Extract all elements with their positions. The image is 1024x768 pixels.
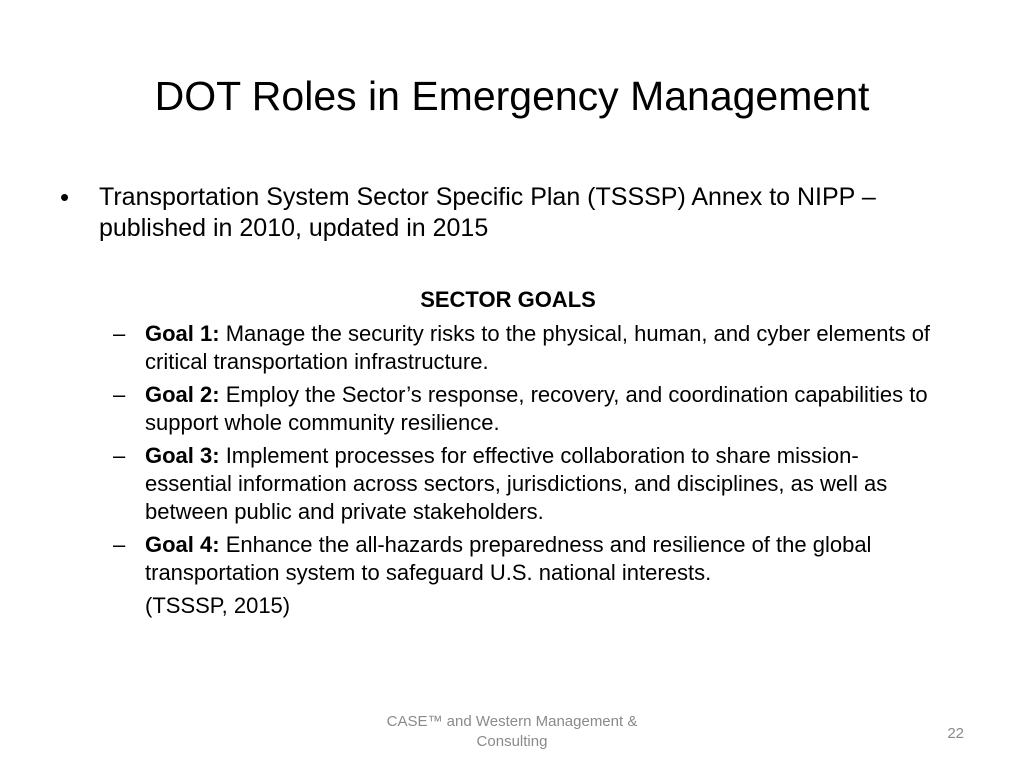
goal-label: Goal 2: — [145, 382, 220, 407]
goal-dash: – — [113, 321, 126, 346]
goal-text: Enhance the all-hazards preparedness and resilience of the global transportation system to safeguard U.S. national interests. — [145, 532, 872, 585]
goal-text: Employ the Sector’s response, recovery, and coordination capabilities to support whole community resilience. — [145, 382, 928, 435]
goal-text: Implement processes for effective collaboration to share mission-essential information across sectors, jurisdictions, and disciplines, as well as between public and private stakeholders. — [145, 443, 888, 524]
goal-list — [113, 320, 943, 620]
goal-item-1 — [113, 320, 943, 376]
goal-label: Goal 3: — [145, 443, 220, 468]
goal-dash: – — [113, 532, 126, 557]
bullet-dot: • — [60, 182, 70, 212]
goal-item-3 — [113, 442, 943, 526]
page-number: 22 — [947, 725, 964, 742]
goal-item-4 — [113, 531, 943, 587]
goal-dash: – — [113, 382, 126, 407]
main-bullet — [60, 182, 960, 244]
goal-dash: – — [113, 443, 126, 468]
sector-goals-heading: SECTOR GOALS — [420, 287, 596, 312]
footer-text: CASE™ and Western Management & Consulting — [386, 713, 638, 750]
goal-label: Goal 4: — [145, 532, 220, 557]
slide-title: DOT Roles in Emergency Management — [154, 73, 870, 119]
goal-label: Goal 1: — [145, 321, 220, 346]
goal-item-2 — [113, 381, 943, 437]
main-bullet-text: Transportation System Sector Specific Plan (TSSSP) Annex to NIPP – published in 2010, updated in 2015 — [99, 183, 876, 242]
citation: (TSSSP, 2015) — [145, 593, 291, 618]
goal-text: Manage the security risks to the physical, human, and cyber elements of critical transportation infrastructure. — [145, 321, 931, 374]
